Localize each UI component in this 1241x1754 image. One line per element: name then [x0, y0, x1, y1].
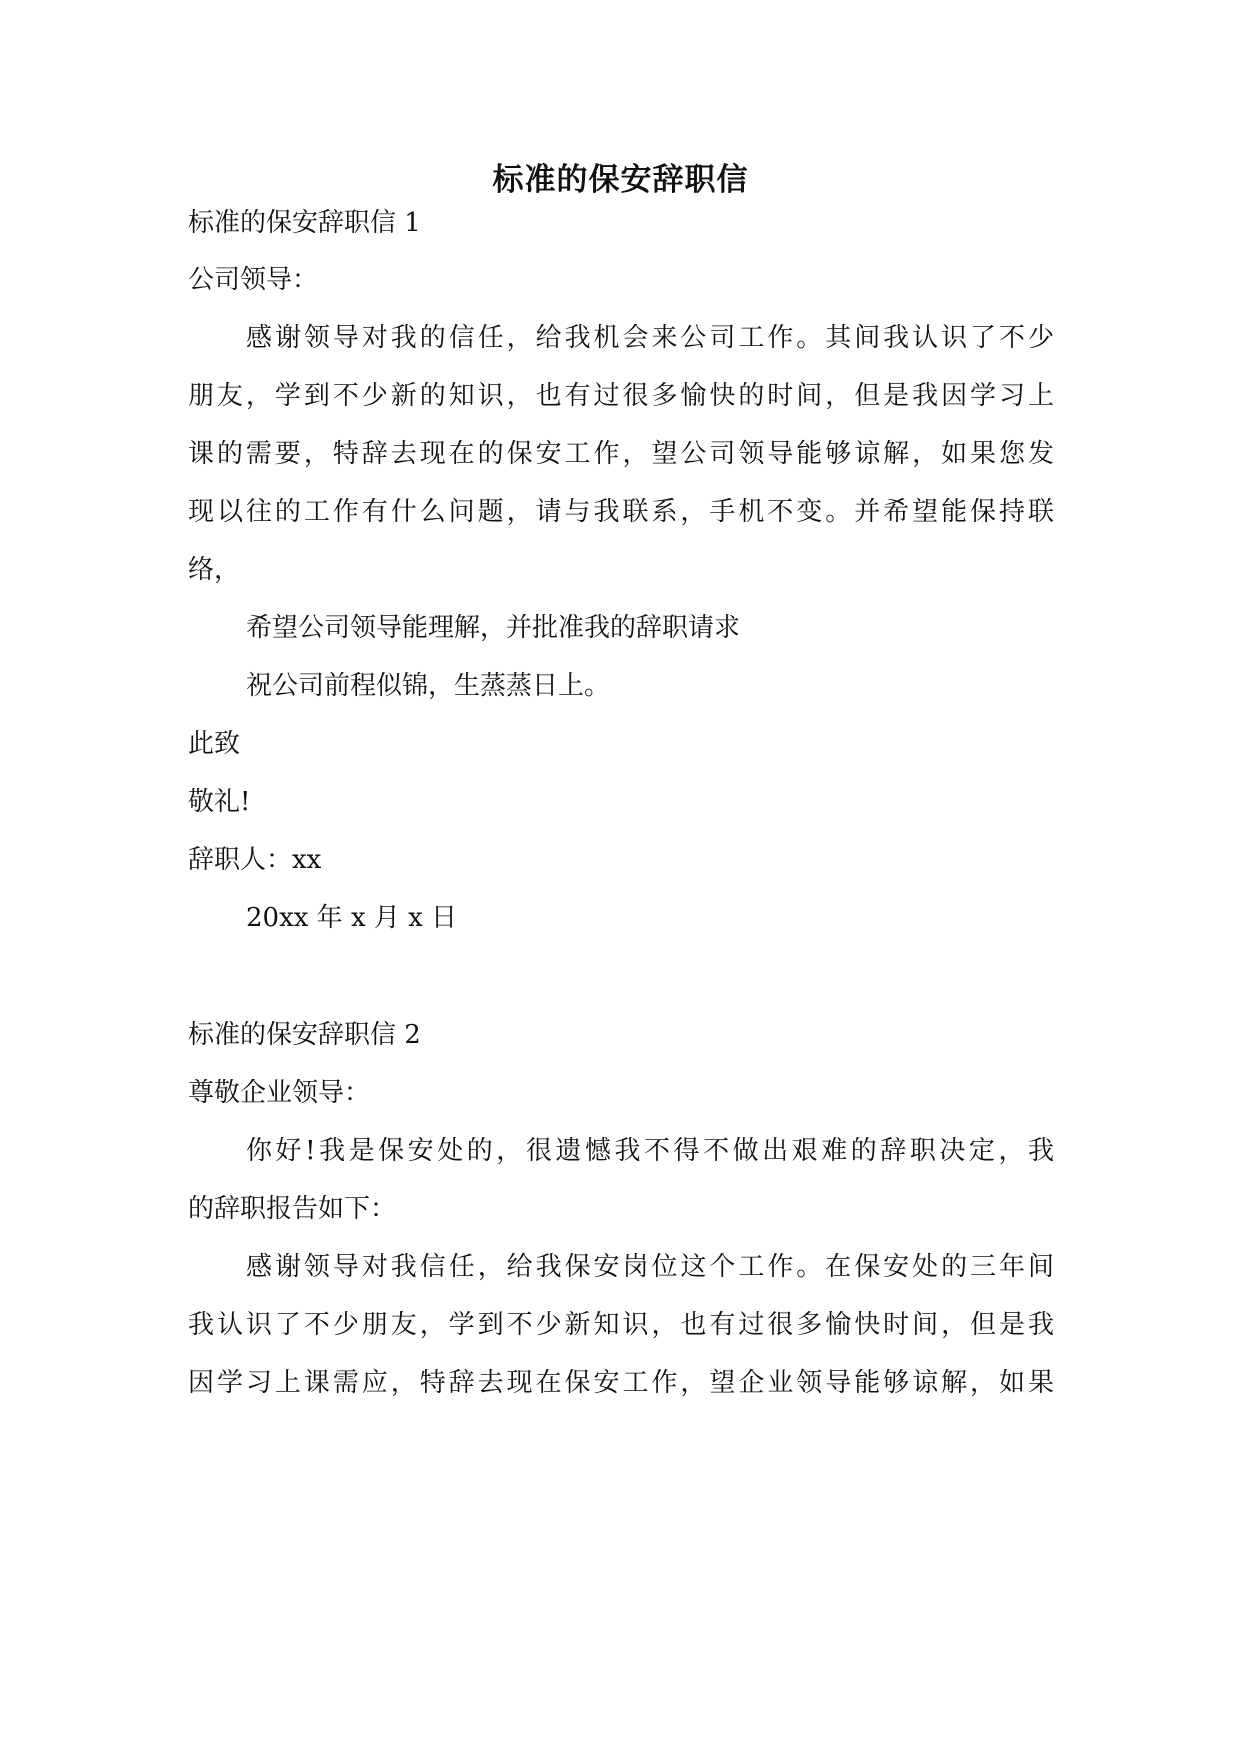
letter1-body-line: 络， — [188, 555, 241, 585]
letter1-closing-1: 此致 — [188, 729, 241, 759]
letter1-closing-2: 敬礼! — [188, 787, 251, 817]
letter1-hope: 希望公司领导能理解，并批准我的辞职请求 — [246, 613, 741, 643]
letter1-heading: 标准的保安辞职信 1 — [188, 208, 421, 238]
letter1-salutation: 公司领导： — [188, 265, 319, 295]
letter2-salutation: 尊敬企业领导： — [188, 1078, 371, 1108]
letter2-body-line: 因学习上课需应，特辞去现在保安工作，望企业领导能够谅解，如果 — [188, 1368, 1054, 1398]
document-title: 标准的保安辞职信 — [492, 162, 749, 198]
letter2-body-line: 感谢领导对我信任，给我保安岗位这个工作。在保安处的三年间 — [246, 1252, 1054, 1282]
letter2-body-line: 我认识了不少朋友，学到不少新知识，也有过很多愉快时间，但是我 — [188, 1310, 1054, 1340]
letter1-body-line: 课的需要，特辞去现在的保安工作，望公司领导能够谅解，如果您发 — [188, 439, 1054, 469]
letter1-body-line: 现以往的工作有什么问题，请与我联系，手机不变。并希望能保持联 — [188, 497, 1054, 527]
letter2-intro-line: 你好!我是保安处的，很遗憾我不得不做出艰难的辞职决定，我 — [246, 1136, 1054, 1166]
letter1-body-line: 感谢领导对我的信任，给我机会来公司工作。其间我认识了不少 — [246, 323, 1054, 353]
letter2-intro-line: 的辞职报告如下： — [188, 1194, 397, 1224]
letter1-body-line: 朋友，学到不少新的知识，也有过很多愉快的时间，但是我因学习上 — [188, 381, 1054, 411]
letter1-date: 20xx 年 x 月 x 日 — [246, 903, 458, 933]
letter1-wish: 祝公司前程似锦，生蒸蒸日上。 — [246, 671, 611, 701]
letter1-signer: 辞职人：xx — [188, 845, 322, 875]
letter2-heading: 标准的保安辞职信 2 — [188, 1020, 421, 1050]
